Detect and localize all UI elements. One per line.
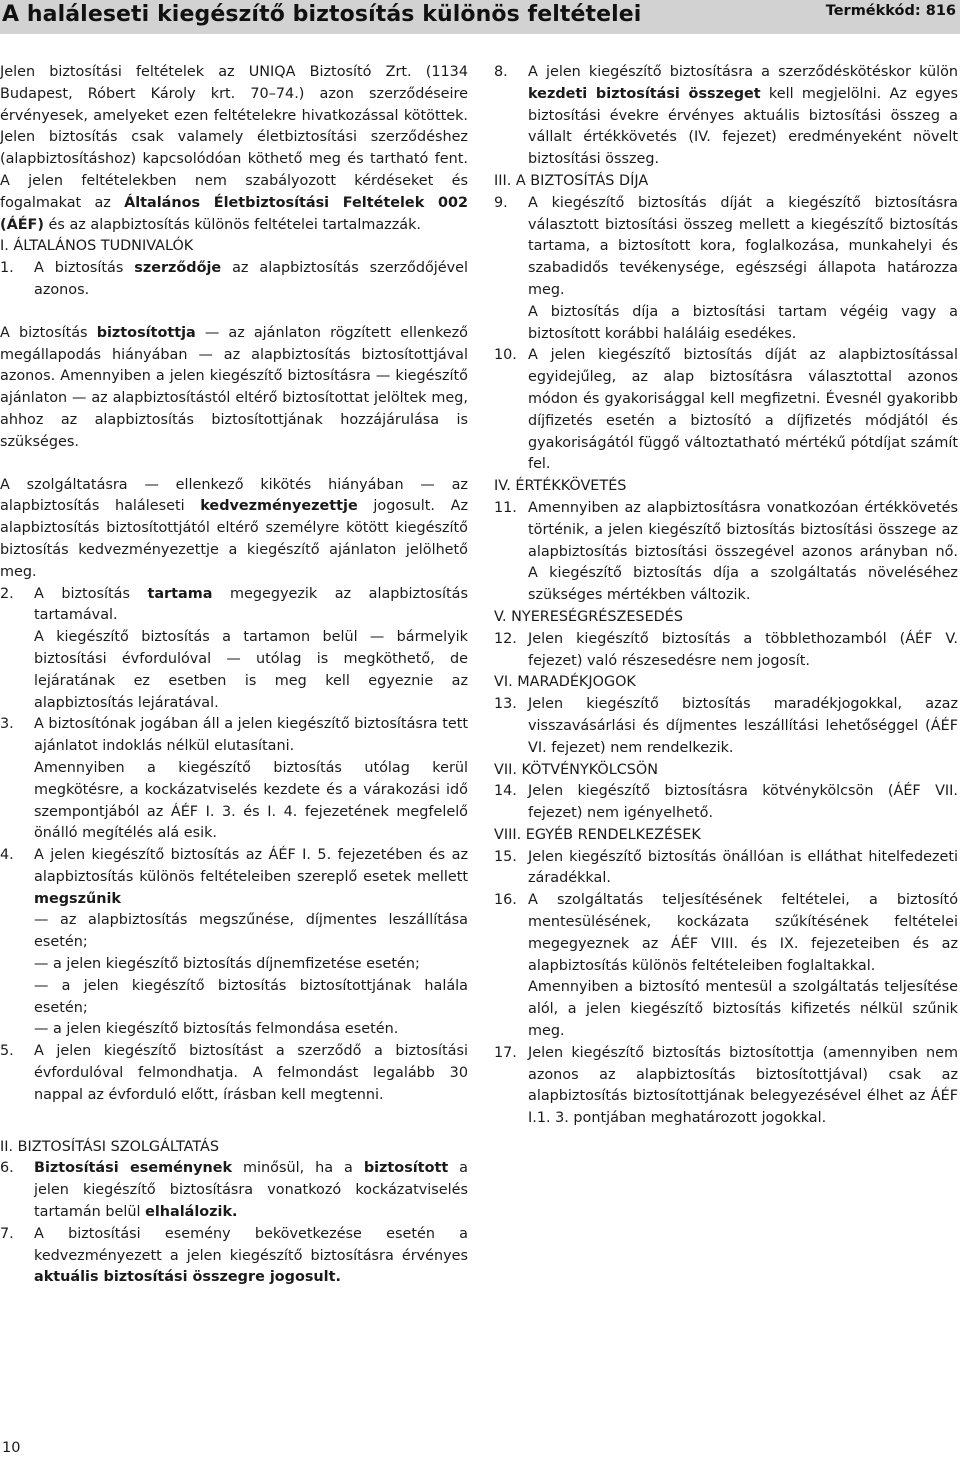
- clause-7: 7. A biztosítási esemény bekövetkezése esetén a kedvezményezett a jelen kiegészítő biztosításra érvényes aktuális biztosítási összegre jogosult.: [0, 1225, 468, 1286]
- clause-2: 2. A biztosítás tartama megegyezik az alapbiztosítás tartamával.: [0, 585, 468, 624]
- clause-9: 9. A kiegészítő biztosítás díját a kiegészítő biztosításra választott biztosítási összeg mellett a kiegészítő biztosítás tartama, a biztosított kora, foglalkozása, munkahelyi és szabadidős tevékenysége, egészségi állapota határozza meg.: [494, 194, 958, 298]
- section-heading-residual-rights: VI. MARADÉKJOGOK: [494, 674, 636, 691]
- product-code: Termékkód: 816: [825, 3, 956, 19]
- section-heading-profit-share: V. NYERESÉGRÉSZESEDÉS: [494, 608, 683, 625]
- clause-16-continued: Amennyiben a biztosító mentesül a szolgáltatás teljesítése alól, a jelen kiegészítő biztosítás kifizetés nélkül szűnik meg.: [528, 979, 958, 1040]
- clause-3-continued: Amennyiben a kiegészítő biztosítás utólag kerül megkötésre, a kockázatviselés kezdete és a várakozási idő szempontjából az ÁÉF I. 3. és I. 4. fejezetének megfelelő önálló megítélés alá esik.: [34, 759, 468, 842]
- clause-4: 4. A jelen kiegészítő biztosítás az ÁÉF I. 5. fejezetében és az alapbiztosítás különös feltételeiben szereplő esetek mellett megszűnik: [0, 847, 468, 907]
- clause-13: 13. Jelen kiegészítő biztosítás maradékjogokkal, azaz visszavásárlási és díjmentes leszállítási lehetőséggel (ÁÉF VI. fejezet) nem rendelkezik.: [494, 696, 958, 756]
- clause-1: 1. A biztosítás szerződője az alapbiztosítás szerződőjével azonos.: [0, 260, 468, 298]
- right-column: [494, 62, 958, 1130]
- header-bar: [0, 0, 960, 34]
- section-heading-other: VIII. EGYÉB RENDELKEZÉSEK: [494, 826, 701, 843]
- left-column: [0, 62, 468, 1289]
- clause-15: 15. Jelen kiegészítő biztosítás önállóan is elláthat hitelfedezeti záradékkal.: [494, 848, 958, 887]
- insured-paragraph: A biztosítás biztosítottja — az ajánlaton rögzített ellenkező megállapodás hiányában — az alapbiztosítás biztosítottjával azonos. Amennyiben a jelen kiegészítő biztosításra — kiegészítő ajánlaton — az alapbiztosítástól eltérő biztosítottat jelöltek meg, ahhoz az alapbiztosítás biztosítottjának hozzájárulása is szükséges.: [0, 324, 468, 450]
- clause-12: 12. Jelen kiegészítő biztosítás a többlethozamból (ÁÉF V. fejezet) való részesedésre nem jogosít.: [494, 630, 958, 669]
- section-heading-general: I. ÁLTALÁNOS TUDNIVALÓK: [0, 238, 194, 255]
- clause-4-dash-2: — a jelen kiegészítő biztosítás díjnemfizetése esetén;: [34, 956, 420, 973]
- beneficiary-paragraph: A szolgáltatásra — ellenkező kikötés hiányában — az alapbiztosítás haláleseti kedvezményezettje jogosult. Az alapbiztosítás biztosítottjától eltérő személyre kötött kiegészítő biztosítás kedvezményezettje a kiegészítő ajánlaton jelölhető meg.: [0, 476, 469, 580]
- clause-4-dash-1: — az alapbiztosítás megszűnése, díjmentes leszállítása esetén;: [34, 912, 468, 951]
- clause-4-dash-3: — a jelen kiegészítő biztosítás biztosítottjának halála esetén;: [34, 977, 468, 1016]
- clause-5: 5. A jelen kiegészítő biztosítást a szerződő a biztosítási évfordulóval felmondhatja. A felmondást legalább 30 nappal az évforduló előtt, írásban kell megtenni.: [0, 1043, 468, 1103]
- document-title: A haláleseti kiegészítő biztosítás különös feltételei: [2, 2, 642, 27]
- page-number: 10: [2, 1440, 21, 1456]
- clause-11: 11. Amennyiben az alapbiztosításra vonatkozóan értékkövetés történik, a jelen kiegészítő biztosítás biztosítási összege az alapbiztosítás biztosítási összegével azonos arányban nő. A kiegészítő biztosítás díja a szolgáltatás növeléséhez szükséges mértékben változik.: [494, 499, 958, 604]
- clause-10: 10. A jelen kiegészítő biztosítás díját az alapbiztosítással egyidejűleg, az alap biztosításra választottal azonos módon és gyakorisággal kell megfizetni. Évesnél gyakoribb díjfizetés esetén a biztosító a díjfizetés módjától és gyakoriságától függő változtatható mértékű pótdíjat számít fel.: [494, 347, 958, 473]
- clause-16: 16. A szolgáltatás teljesítésének feltételei, a biztosító mentesülésének, kockázata szűkítésének feltételei megegyeznek az ÁÉF VIII. és IX. fejezeteiben és az alapbiztosítás különös feltételeiben foglaltakkal.: [494, 892, 958, 974]
- clause-17: 17. Jelen kiegészítő biztosítás biztosítottja (amennyiben nem azonos az alapbiztosítás biztosítottjával) csak az alapbiztosítás biztosítottjának belegyezésével élhet az ÁÉF I.1. 3. pontjában meghatározott jogokkal.: [494, 1044, 958, 1127]
- clause-9-continued: A biztosítás díja a biztosítási tartam végéig vagy a biztosított korábbi haláláig esedékes.: [528, 303, 958, 342]
- clause-4-dash-4: — a jelen kiegészítő biztosítás felmondása esetén.: [34, 1021, 399, 1038]
- intro-paragraph: Jelen biztosítási feltételek az UNIQA Biztosító Zrt. (1134 Budapest, Róbert Károly krt. 70–74.) azon szerződéseire érvényesek, amelyeket ezen feltételekre hivatkozással kötöttek. Jelen biztosítás csak valamely életbiztosítási szerződéshez (alapbiztosításhoz) kapcsolódóan köthető meg és tartható fent. A jelen feltételekben nem szabályozott kérdéseket és fogalmakat az Általános Életbiztosítási Feltételek 002 (ÁÉF) és az alapbiztosítás különös feltételei tartalmazzák.: [0, 64, 468, 233]
- section-heading-policy-loan: VII. KÖTVÉNYKÖLCSÖN: [494, 761, 659, 778]
- clause-8: 8. A jelen kiegészítő biztosításra a szerződéskötéskor külön kezdeti biztosítási összeget kell megjelölni. Az egyes biztosítási évekre érvényes aktuális biztosítási összeg a vállalt értékkövetés (IV. fejezet) eredményeként növelt biztosítási összeg.: [494, 64, 958, 168]
- clause-14: 14. Jelen kiegészítő biztosításra kötvénykölcsön (ÁÉF VII. fejezet) nem igényelhető.: [494, 783, 958, 822]
- clause-3: 3. A biztosítónak jogában áll a jelen kiegészítő biztosításra tett ajánlatot indoklás nélkül elutasítani.: [0, 716, 468, 755]
- section-heading-indexation: IV. ÉRTÉKKÖVETÉS: [494, 478, 627, 495]
- clause-6: 6. Biztosítási eseménynek minősül, ha a biztosított a jelen kiegészítő biztosításra vonatkozó kockázatviselés tartamán belül elhalálozik.: [0, 1160, 468, 1221]
- section-heading-premium: III. A BIZTOSÍTÁS DÍJA: [494, 172, 649, 189]
- section-heading-benefit: II. BIZTOSÍTÁSI SZOLGÁLTATÁS: [0, 1138, 219, 1155]
- clause-2-continued: A kiegészítő biztosítás a tartamon belül — bármelyik biztosítási évfordulóval — utólag is megköthető, de lejáratának ez esetben is meg kell egyeznie az alapbiztosítás lejáratával.: [34, 629, 468, 711]
